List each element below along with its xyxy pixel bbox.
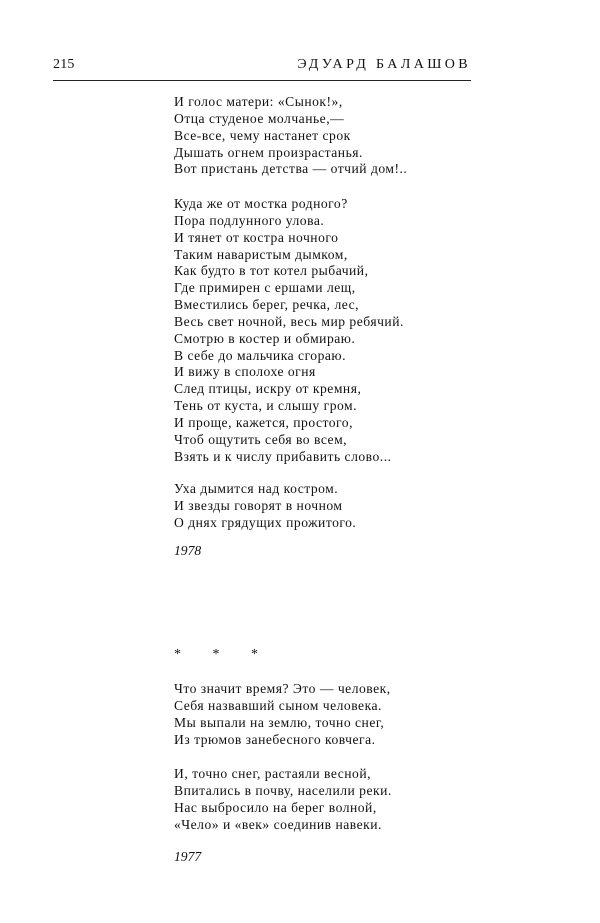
verse-line: Мы выпали на землю, точно снег, xyxy=(174,714,385,730)
running-title: ЭДУАРД БАЛАШОВ xyxy=(297,57,471,72)
verse-line: Чтоб ощутить себя во всем, xyxy=(174,431,348,447)
verse-line: Впитались в почву, населили реки. xyxy=(174,782,392,798)
verse-line: Все-все, чему настанет срок xyxy=(174,127,351,143)
verse-line: И вижу в сполохе огня xyxy=(174,364,316,380)
verse-line: Таким наваристым дымком, xyxy=(174,246,348,262)
verse-line: И тянет от костра ночного xyxy=(174,229,339,245)
verse-line: Вот пристань детства — отчий дом!.. xyxy=(174,161,408,177)
page-header xyxy=(53,55,471,77)
poem1-date: 1978 xyxy=(174,543,202,558)
poem-separator: * * * xyxy=(174,647,272,662)
verse-line: Себя назвавший сыном человека. xyxy=(174,697,382,713)
verse-line: «Чело» и «век» соединив навеки. xyxy=(174,816,382,832)
verse-line: И проще, кажется, простого, xyxy=(174,414,353,430)
verse-line: И голос матери: «Сынок!», xyxy=(174,94,343,109)
verse-line: След птицы, искру от кремня, xyxy=(174,381,362,397)
poem1-stanza-2 xyxy=(174,196,404,466)
verse-line: Вместились берег, речка, лес, xyxy=(174,297,360,313)
verse-line: И звезды говорят в ночном xyxy=(174,497,343,513)
verse-line: Весь свет ночной, весь мир ребячий. xyxy=(174,313,404,329)
verse-line: Взять и к числу прибавить слово... xyxy=(174,448,392,464)
verse-line: Уха дымится над костром. xyxy=(174,481,339,496)
verse-line: Нас выбросило на берег волной, xyxy=(174,799,377,815)
header-rule xyxy=(53,80,471,81)
poem2-date: 1977 xyxy=(174,849,202,864)
verse-line: Тень от куста, и слышу гром. xyxy=(174,398,358,414)
poem2-stanza-1 xyxy=(174,681,391,748)
verse-line: Отца студеное молчанье,— xyxy=(174,110,345,126)
poem1-stanza-1 xyxy=(174,94,407,178)
verse-line: Что значит время? Это — человек, xyxy=(174,681,391,696)
verse-line: В себе до мальчика сгораю. xyxy=(174,347,346,363)
verse-line: Смотрю в костер и обмираю. xyxy=(174,330,356,346)
verse-line: О днях грядущих прожитого. xyxy=(174,514,357,530)
verse-line: Как будто в тот котел рыбачий, xyxy=(174,263,369,279)
verse-line: Пора подлунного улова. xyxy=(174,212,325,228)
page-number: 215 xyxy=(53,57,75,72)
verse-line: Где примирен с ершами лещ, xyxy=(174,280,356,296)
verse-line: И, точно снег, растаяли весной, xyxy=(174,766,372,781)
verse-line: Дышать огнем произрастанья. xyxy=(174,144,363,160)
poem2-stanza-2 xyxy=(174,766,392,833)
verse-line: Из трюмов занебесного ковчега. xyxy=(174,731,376,747)
verse-line: Куда же от мостка родного? xyxy=(174,196,348,211)
poem1-stanza-3 xyxy=(174,481,356,532)
